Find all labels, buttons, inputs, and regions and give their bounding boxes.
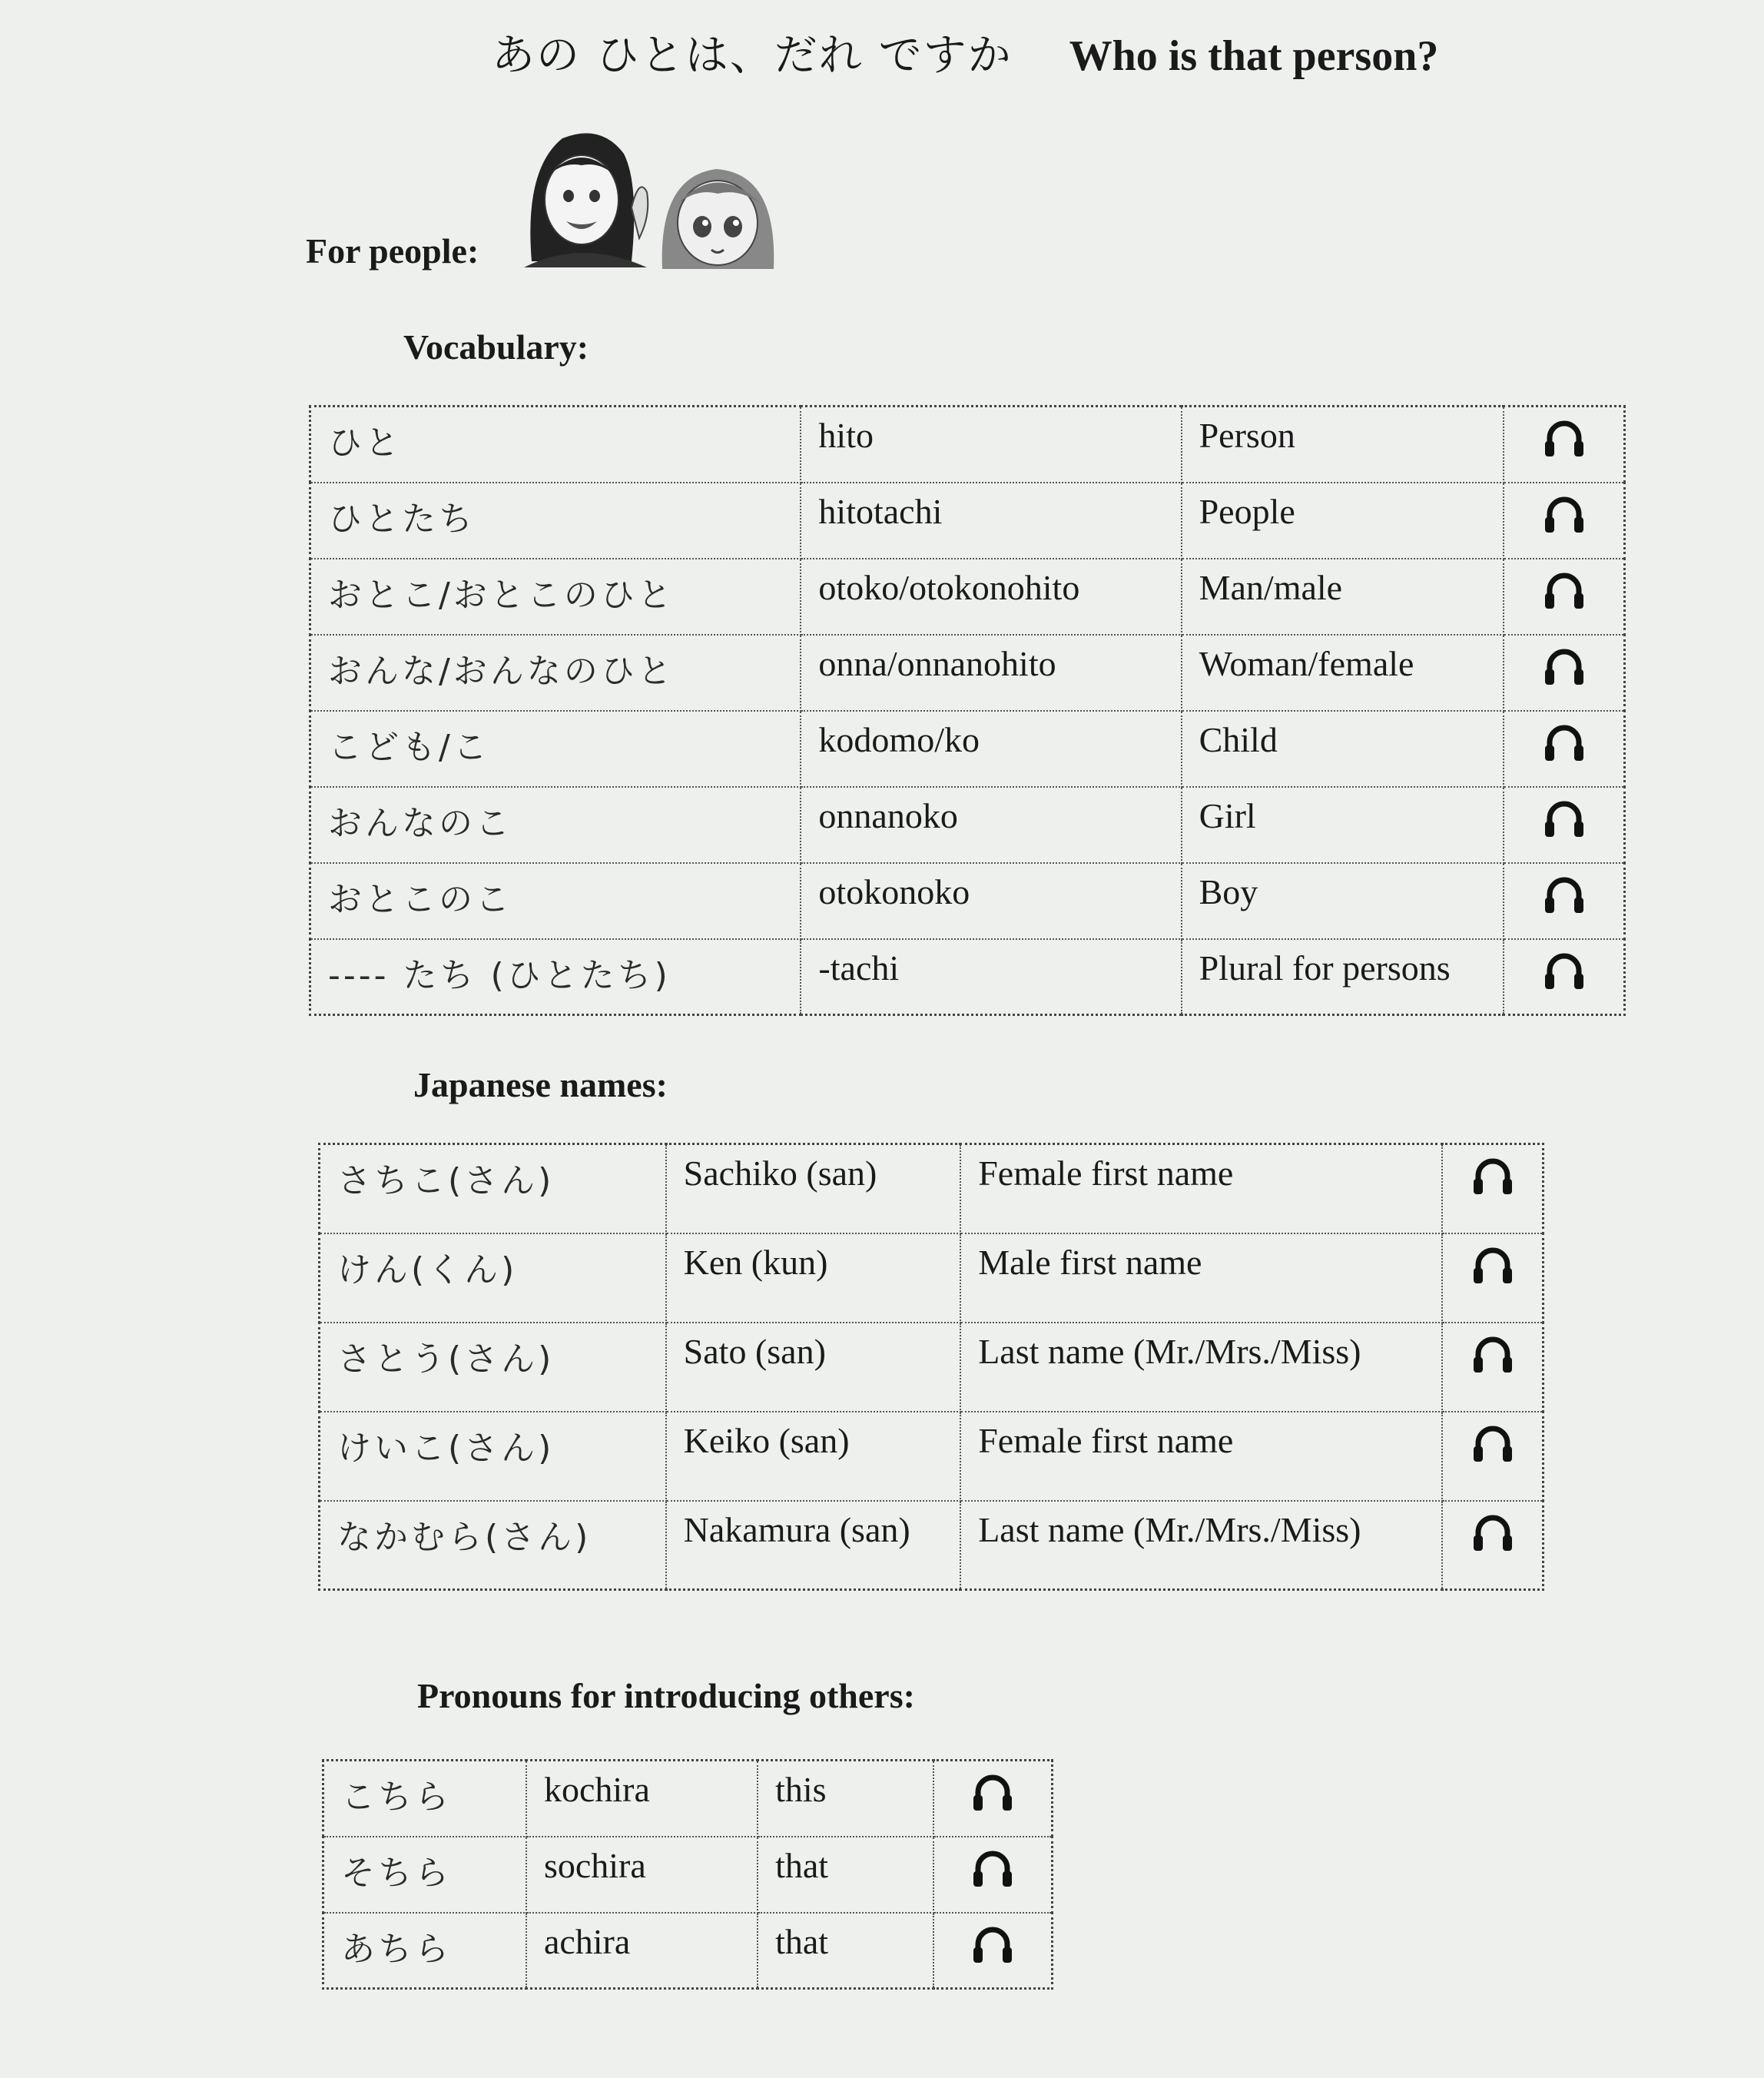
table-row [310, 939, 1625, 1015]
audio-cell[interactable] [1442, 1144, 1543, 1233]
table-row [320, 1501, 1544, 1590]
romaji-cell: onna/onnanohito [801, 635, 1181, 711]
headphones-icon[interactable] [1472, 1157, 1514, 1196]
meaning-cell: Male first name [960, 1233, 1442, 1323]
romaji-cell: hito [801, 407, 1181, 483]
table-row [310, 407, 1625, 483]
table-row [310, 787, 1625, 863]
kana-cell: なかむら(さん) [320, 1501, 666, 1590]
headphones-icon[interactable] [1544, 800, 1585, 838]
headphones-icon[interactable] [1544, 420, 1585, 458]
audio-cell[interactable] [933, 1913, 1052, 1989]
meaning-cell: that [758, 1837, 933, 1913]
romaji-cell: Sachiko (san) [666, 1144, 961, 1233]
table-row [310, 711, 1625, 787]
meaning-cell: Plural for persons [1182, 939, 1504, 1015]
audio-cell[interactable] [1504, 483, 1624, 559]
for-people-label: For people: [306, 231, 479, 271]
romaji-cell: Keiko (san) [666, 1412, 961, 1501]
kana-cell: けん(くん) [320, 1233, 666, 1323]
kana-cell: そちら [323, 1837, 526, 1913]
meaning-cell: Person [1182, 407, 1504, 483]
woman-portrait [524, 133, 648, 267]
meaning-cell: People [1182, 483, 1504, 559]
meaning-cell: Last name (Mr./Mrs./Miss) [960, 1323, 1442, 1412]
title-japanese: あの ひとは、だれ ですか [492, 31, 1013, 81]
meaning-cell: this [758, 1761, 933, 1837]
kana-cell: おんな/おんなのひと [310, 635, 801, 711]
headphones-icon[interactable] [1544, 648, 1585, 686]
romaji-cell: achira [526, 1913, 758, 1989]
headphones-icon[interactable] [1544, 876, 1585, 915]
audio-cell[interactable] [1504, 559, 1624, 635]
table-row [310, 863, 1625, 939]
names-table [318, 1143, 1544, 1591]
audio-cell[interactable] [1442, 1501, 1543, 1590]
kana-cell: けいこ(さん) [320, 1412, 666, 1501]
headphones-icon[interactable] [1472, 1246, 1514, 1285]
vocabulary-heading: Vocabulary: [403, 327, 589, 367]
headphones-icon[interactable] [1544, 496, 1585, 534]
headphones-icon[interactable] [1472, 1425, 1514, 1463]
girl-portrait [662, 169, 774, 269]
audio-cell[interactable] [1442, 1233, 1543, 1323]
romaji-cell: Nakamura (san) [666, 1501, 961, 1590]
pronouns-heading: Pronouns for introducing others: [417, 1676, 915, 1715]
audio-cell[interactable] [1442, 1323, 1543, 1412]
kana-cell: おとこ/おとこのひと [310, 559, 801, 635]
kana-cell: おんなのこ [310, 787, 801, 863]
meaning-cell: Girl [1182, 787, 1504, 863]
meaning-cell: Female first name [960, 1144, 1442, 1233]
table-row [323, 1761, 1053, 1837]
headphones-icon[interactable] [1544, 724, 1585, 762]
audio-cell[interactable] [1504, 407, 1624, 483]
kana-cell: ---- たち (ひとたち) [310, 939, 801, 1015]
kana-cell: さちこ(さん) [320, 1144, 666, 1233]
table-row [323, 1913, 1053, 1989]
meaning-cell: Last name (Mr./Mrs./Miss) [960, 1501, 1442, 1590]
meaning-cell: Child [1182, 711, 1504, 787]
table-row [310, 635, 1625, 711]
kana-cell: ひとたち [310, 483, 801, 559]
romaji-cell: onnanoko [801, 787, 1181, 863]
japanese-names-heading: Japanese names: [413, 1065, 668, 1104]
audio-cell[interactable] [1504, 863, 1624, 939]
romaji-cell: -tachi [801, 939, 1181, 1015]
meaning-cell: Female first name [960, 1412, 1442, 1501]
audio-cell[interactable] [933, 1837, 1052, 1913]
headphones-icon[interactable] [1544, 572, 1585, 610]
kana-cell: ひと [310, 407, 801, 483]
headphones-icon[interactable] [972, 1774, 1013, 1812]
meaning-cell: that [758, 1913, 933, 1989]
pronouns-table [322, 1759, 1053, 1990]
table-row [310, 559, 1625, 635]
table-row [323, 1837, 1053, 1913]
romaji-cell: kodomo/ko [801, 711, 1181, 787]
meaning-cell: Boy [1182, 863, 1504, 939]
headphones-icon[interactable] [1472, 1336, 1514, 1374]
romaji-cell: Ken (kun) [666, 1233, 961, 1323]
page-title [492, 22, 1438, 83]
meaning-cell: Man/male [1182, 559, 1504, 635]
title-english: Who is that person? [1069, 32, 1439, 80]
portraits-illustration [516, 123, 793, 269]
audio-cell[interactable] [1504, 939, 1624, 1015]
romaji-cell: Sato (san) [666, 1323, 961, 1412]
romaji-cell: hitotachi [801, 483, 1181, 559]
table-row [320, 1233, 1544, 1323]
table-row [310, 483, 1625, 559]
table-row [320, 1144, 1544, 1233]
kana-cell: おとこのこ [310, 863, 801, 939]
romaji-cell: kochira [526, 1761, 758, 1837]
kana-cell: あちら [323, 1913, 526, 1989]
headphones-icon[interactable] [1472, 1514, 1514, 1552]
meaning-cell: Woman/female [1182, 635, 1504, 711]
romaji-cell: sochira [526, 1837, 758, 1913]
kana-cell: こども/こ [310, 711, 801, 787]
audio-cell[interactable] [1442, 1412, 1543, 1501]
vocabulary-table [309, 405, 1626, 1016]
headphones-icon[interactable] [972, 1850, 1013, 1888]
kana-cell: さとう(さん) [320, 1323, 666, 1412]
romaji-cell: otoko/otokonohito [801, 559, 1181, 635]
table-row [320, 1323, 1544, 1412]
audio-cell[interactable] [1504, 635, 1624, 711]
table-row [320, 1412, 1544, 1501]
headphones-icon[interactable] [972, 1926, 1013, 1964]
headphones-icon[interactable] [1544, 952, 1585, 991]
audio-cell[interactable] [933, 1761, 1052, 1837]
romaji-cell: otokonoko [801, 863, 1181, 939]
audio-cell[interactable] [1504, 711, 1624, 787]
kana-cell: こちら [323, 1761, 526, 1837]
audio-cell[interactable] [1504, 787, 1624, 863]
